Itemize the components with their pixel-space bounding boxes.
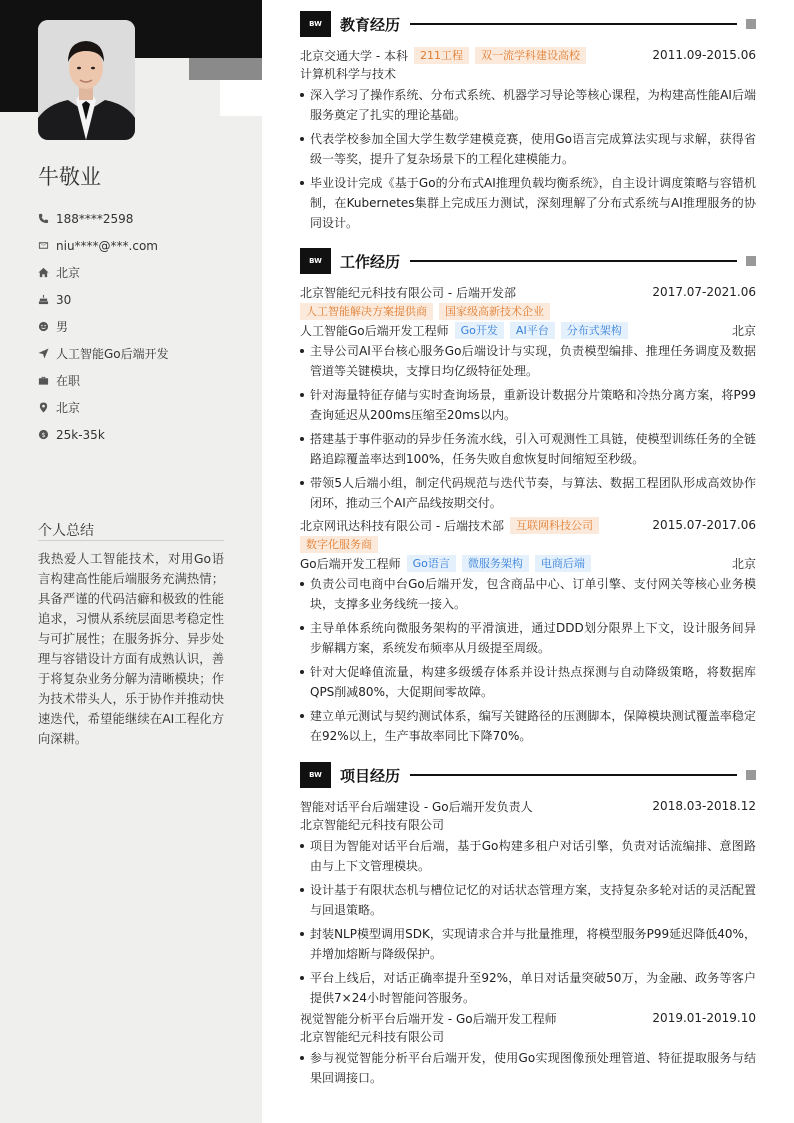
section-square	[746, 19, 756, 29]
role-tag: AI平台	[510, 322, 555, 339]
section-rule	[410, 260, 737, 262]
info-location	[38, 394, 169, 421]
education-major: 计算机科学与技术	[300, 67, 397, 81]
project-company: 北京智能纪元科技有限公司	[300, 818, 445, 832]
section-badge: BW	[300, 11, 331, 37]
section-rule	[410, 774, 737, 776]
section-title-work: 工作经历	[340, 252, 401, 271]
role-tag: Go语言	[407, 555, 456, 572]
sidebar-decor-black-left	[0, 58, 38, 112]
work-city: 北京	[731, 557, 756, 571]
bullet-item: 深入学习了操作系统、分布式系统、机器学习导论等核心课程，为构建高性能AI后端服务奠定了扎实的理论基础。	[300, 85, 756, 125]
project-name: 智能对话平台后端建设 - Go后端开发负责人	[300, 799, 533, 814]
education-tag: 双一流学科建设高校	[475, 47, 586, 64]
info-salary	[38, 421, 169, 448]
location-pin-icon	[38, 402, 49, 413]
project-entry	[300, 796, 756, 1012]
briefcase-icon	[38, 375, 49, 386]
work-entry	[300, 282, 756, 517]
sidebar-decor-white	[220, 80, 262, 116]
info-age-text: 30	[56, 292, 72, 307]
work-company: 北京网讯达科技有限公司 - 后端技术部	[300, 518, 504, 533]
phone-icon	[38, 213, 49, 224]
company-tag: 数字化服务商	[300, 536, 378, 553]
sidebar	[0, 0, 262, 1123]
bullet-item: 封装NLP模型调用SDK，实现请求合并与批量推理，将模型服务P99延迟降低40%，并增加熔断与降级保护。	[300, 924, 756, 964]
bullet-item: 参与视觉智能分析平台后端开发，使用Go实现图像预处理管道、特征提取服务与结果回调接口。	[300, 1048, 756, 1088]
summary-title: 个人总结	[38, 523, 94, 539]
section-rule	[410, 23, 737, 25]
project-company: 北京智能纪元科技有限公司	[300, 1030, 445, 1044]
bullet-item: 主导公司AI平台核心服务Go后端设计与实现，负责模型编排、推理任务调度及数据管道等关键模块，支撑日均亿级特征处理。	[300, 341, 756, 381]
section-title-education: 教育经历	[340, 15, 401, 34]
project-date: 2018.03-2018.12	[652, 799, 756, 813]
project-date: 2019.01-2019.10	[652, 1011, 756, 1025]
cake-icon	[38, 294, 49, 305]
section-badge: BW	[300, 248, 331, 274]
work-role: 人工智能Go后端开发工程师	[300, 324, 449, 338]
section-square	[746, 770, 756, 780]
company-tag: 人工智能解决方案提供商	[300, 303, 433, 320]
bullet-item: 针对大促峰值流量，构建多级缓存体系并设计热点探测与自动降级策略，将数据库QPS削减80%，大促期间零故障。	[300, 662, 756, 702]
avatar	[38, 20, 135, 140]
info-gender-text: 男	[56, 320, 69, 334]
company-tag: 互联网科技公司	[510, 517, 599, 534]
role-tag: 微服务架构	[462, 555, 529, 572]
contact-info-list	[38, 205, 169, 448]
summary-divider	[38, 540, 224, 541]
project-entry	[300, 1008, 756, 1092]
info-target-role-text: 人工智能Go后端开发	[56, 347, 169, 361]
work-date: 2017.07-2021.06	[652, 285, 756, 299]
home-icon	[38, 267, 49, 278]
project-bullets	[300, 1048, 756, 1088]
summary-text: 我热爱人工智能技术，对用Go语言构建高性能后端服务充满热情；具备严谨的代码洁癖和极致的性能追求，习惯从系统层面思考稳定性与可扩展性；在服务拆分、异步处理与容错设计方面有成熟认识，善于将复杂业务分解为清晰模块；作为技术带头人，乐于协作并推动快速迭代，希望能继续在AI工程化方向深耕。	[38, 552, 224, 746]
bullet-item: 设计基于有限状态机与槽位记忆的对话状态管理方案，支持复杂多轮对话的灵活配置与回退策略。	[300, 880, 756, 920]
info-home-text: 北京	[56, 266, 81, 280]
bullet-item: 带领5人后端小组，制定代码规范与迭代节奏，与算法、数据工程团队形成高效协作闭环，推动三个AI产品线按期交付。	[300, 473, 756, 513]
bullet-item: 毕业设计完成《基于Go的分布式AI推理负载均衡系统》，自主设计调度策略与容错机制，在Kubernetes集群上完成压力测试，深刻理解了分布式系统与AI推理服务的协同设计。	[300, 173, 756, 233]
role-tag: Go开发	[455, 322, 504, 339]
education-bullets	[300, 85, 756, 233]
info-salary-text: 25k-35k	[56, 427, 105, 442]
info-target-role	[38, 340, 169, 367]
bullet-item: 主导单体系统向微服务架构的平滑演进，通过DDD划分限界上下文，设计服务间异步解耦方案，系统发布频率从月级提至周级。	[300, 618, 756, 658]
bullet-item: 建立单元测试与契约测试体系，编写关键路径的压测脚本，保障模块测试覆盖率稳定在92%以上，生产事故率同比下降70%。	[300, 706, 756, 746]
svg-text:$: $	[41, 430, 46, 439]
work-city: 北京	[731, 324, 756, 338]
bullet-item: 代表学校参加全国大学生数学建模竞赛，使用Go语言完成算法实现与求解，获得省级一等奖，提升了复杂场景下的工程化建模能力。	[300, 129, 756, 169]
work-date: 2015.07-2017.06	[652, 518, 756, 532]
work-company: 北京智能纪元科技有限公司 - 后端开发部	[300, 285, 516, 300]
role-tag: 电商后端	[535, 555, 591, 572]
section-square	[746, 256, 756, 266]
bullet-item: 项目为智能对话平台后端，基于Go构建多租户对话引擎，负责对话流编排、意图路由与上下文管理模块。	[300, 836, 756, 876]
info-email-text: niu****@***.com	[56, 238, 158, 253]
education-entry	[300, 45, 756, 237]
project-name: 视觉智能分析平台后端开发 - Go后端开发工程师	[300, 1011, 557, 1026]
gender-icon	[38, 321, 49, 332]
work-entry	[300, 515, 756, 750]
info-phone	[38, 205, 169, 232]
work-role: Go后端开发工程师	[300, 557, 401, 571]
candidate-name: 牛敬业	[38, 165, 101, 189]
bullet-item: 搭建基于事件驱动的异步任务流水线，引入可观测性工具链，使模型训练任务的全链路追踪覆盖率达到100%，任务失败自愈恢复时间缩短至秒级。	[300, 429, 756, 469]
work-bullets	[300, 341, 756, 513]
section-header-project	[300, 762, 756, 788]
info-phone-text: 188****2598	[56, 211, 134, 226]
section-badge: BW	[300, 762, 331, 788]
education-date: 2011.09-2015.06	[652, 48, 756, 62]
info-status	[38, 367, 169, 394]
project-bullets	[300, 836, 756, 1008]
education-tag: 211工程	[414, 47, 469, 64]
sidebar-decor-gray	[189, 58, 262, 80]
section-title-project: 项目经历	[340, 766, 401, 785]
info-location-text: 北京	[56, 401, 81, 415]
info-status-text: 在职	[56, 374, 81, 388]
education-school: 北京交通大学 - 本科	[300, 48, 408, 63]
salary-icon	[38, 429, 49, 440]
info-age	[38, 286, 169, 313]
section-header-work	[300, 248, 756, 274]
info-email	[38, 232, 169, 259]
bullet-item: 针对海量特征存储与实时查询场景，重新设计数据分片策略和冷热分离方案，将P99查询延迟从200ms压缩至20ms以内。	[300, 385, 756, 425]
bullet-item: 平台上线后，对话正确率提升至92%，单日对话量突破50万，为金融、政务等客户提供7×24小时智能问答服务。	[300, 968, 756, 1008]
section-header-education	[300, 11, 756, 37]
role-tag: 分布式架构	[561, 322, 628, 339]
info-home	[38, 259, 169, 286]
company-tag: 国家级高新技术企业	[439, 303, 550, 320]
mail-icon	[38, 240, 49, 251]
bullet-item: 负责公司电商中台Go后端开发，包含商品中心、订单引擎、支付网关等核心业务模块，支撑多业务线统一接入。	[300, 574, 756, 614]
send-icon	[38, 348, 49, 359]
info-gender	[38, 313, 169, 340]
work-bullets	[300, 574, 756, 746]
